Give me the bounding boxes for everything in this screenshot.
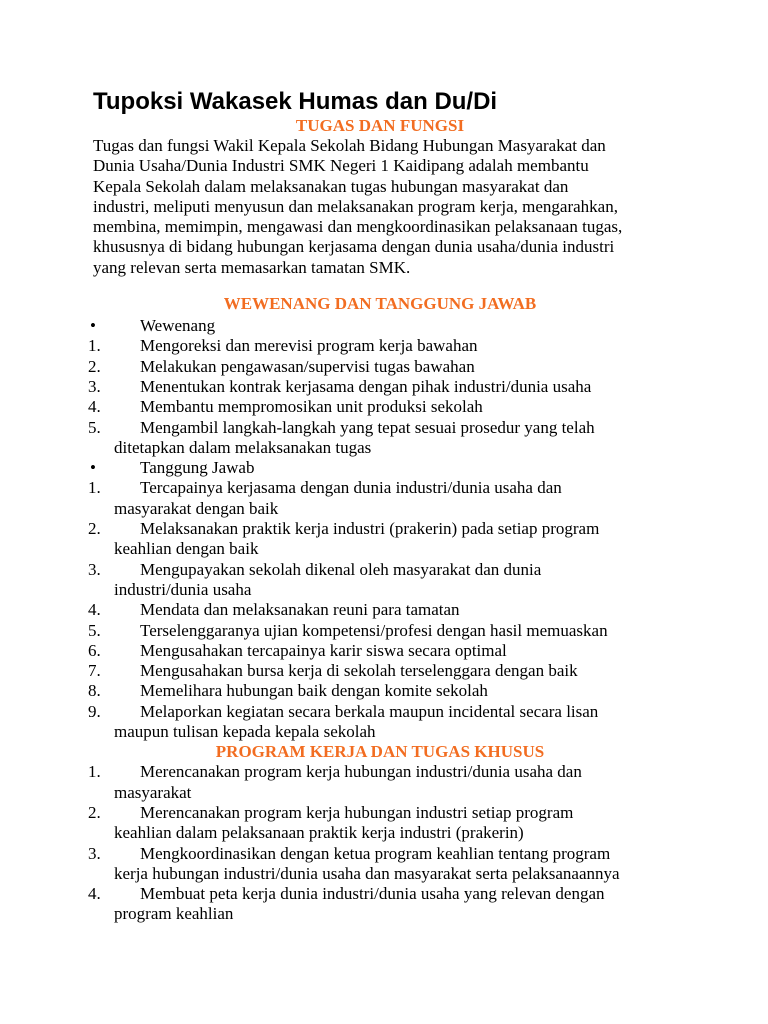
list-item xyxy=(88,640,700,661)
list-number: 4. xyxy=(88,884,101,904)
section-heading-program-kerja: PROGRAM KERJA DAN TUGAS KHUSUS xyxy=(215,742,545,762)
list-number: 6. xyxy=(88,640,101,660)
list-number: 5. xyxy=(88,417,101,437)
list-item-text: Membuat peta kerja dunia industri/dunia usaha yang relevan dengan xyxy=(140,884,605,904)
section-heading-wewenang-dan-tanggung-jawab: WEWENANG DAN TANGGUNG JAWAB xyxy=(223,294,537,314)
paragraph-line: Tugas dan fungsi Wakil Kepala Sekolah Bidang Hubungan Masyarakat dan xyxy=(93,136,606,155)
list-item xyxy=(88,701,700,743)
list-number: 3. xyxy=(88,376,101,396)
paragraph-line: membina, memimpin, mengawasi dan mengkoordinasikan pelaksanaan tugas, xyxy=(93,217,623,237)
list-item-text: Mengusahakan bursa kerja di sekolah terselenggara dengan baik xyxy=(140,661,578,681)
list-number: 2. xyxy=(88,802,101,822)
list-item xyxy=(88,478,700,519)
section-heading-tugas-dan-fungsi: TUGAS DAN FUNGSI xyxy=(295,116,465,135)
paragraph-line: yang relevan serta memasarkan tamatan SMK. xyxy=(93,257,411,277)
list-number: 5. xyxy=(88,620,101,640)
list-item-text: Melaksanakan praktik kerja industri (prakerin) pada setiap program xyxy=(140,519,600,539)
list-item xyxy=(88,519,700,560)
list-item xyxy=(88,356,700,377)
tugas-dan-fungsi-paragraph xyxy=(93,136,667,278)
list-item xyxy=(88,681,700,701)
list-item-text: Melakukan pengawasan/supervisi tugas bawahan xyxy=(140,356,475,376)
list-item-text-continued: masyarakat dengan baik xyxy=(114,498,279,518)
list-item-text-continued: keahlian dengan baik xyxy=(114,539,259,559)
list-item-text-continued: kerja hubungan industri/dunia usaha dan masyarakat serta pelaksanaannya xyxy=(114,863,620,883)
bullet-icon: • xyxy=(90,316,96,336)
paragraph-line: khususnya di bidang hubungan kerjasama dengan dunia usaha/dunia industri xyxy=(93,237,615,257)
list-item xyxy=(88,417,700,459)
paragraph-line: Kepala Sekolah dalam melaksanakan tugas hubungan masyarakat dan xyxy=(93,176,569,196)
list-item xyxy=(88,661,700,681)
list-item-text: Mengoreksi dan merevisi program kerja bawahan xyxy=(140,336,478,356)
list-number: 3. xyxy=(88,559,101,579)
list-item xyxy=(88,600,700,620)
list-item-text: Mengupayakan sekolah dikenal oleh masyarakat dan dunia xyxy=(140,559,542,579)
list-item-text: Tercapainya kerjasama dengan dunia industri/dunia usaha dan xyxy=(140,478,562,498)
list-item-text: Merencanakan program kerja hubungan industri setiap program xyxy=(140,802,574,822)
list-item xyxy=(88,336,700,356)
list-number: 9. xyxy=(88,701,101,721)
list-number: 1. xyxy=(88,762,101,782)
list-item-text-continued: industri/dunia usaha xyxy=(114,579,252,599)
list-item-text: Memelihara hubungan baik dengan komite sekolah xyxy=(140,681,488,701)
list-item-text: Mendata dan melaksanakan reuni para tamatan xyxy=(140,600,460,620)
list-number: 1. xyxy=(88,478,101,498)
list-item-text: Mengkoordinasikan dengan ketua program keahlian tentang program xyxy=(140,843,611,863)
list-item xyxy=(88,843,700,885)
list-number: 3. xyxy=(88,843,101,863)
document-page xyxy=(88,86,693,925)
wewenang-list xyxy=(88,316,693,742)
list-number: 4. xyxy=(88,600,101,620)
bullet-item-wewenang xyxy=(90,316,693,336)
list-number: 2. xyxy=(88,519,101,539)
list-number: 1. xyxy=(88,336,101,356)
list-item xyxy=(88,802,700,844)
paragraph-line: industri, meliputi menyusun dan melaksanakan program kerja, mengarahkan, xyxy=(93,196,618,216)
paragraph-line: Dunia Usaha/Dunia Industri SMK Negeri 1 Kaidipang adalah membantu xyxy=(93,156,589,176)
list-item-text: Terselenggaranya ujian kompetensi/profesi dengan hasil memuaskan xyxy=(140,620,608,640)
list-number: 4. xyxy=(88,397,101,417)
list-item-text: Menentukan kontrak kerjasama dengan pihak industri/dunia usaha xyxy=(140,376,592,396)
bullet-label: Tanggung Jawab xyxy=(140,458,255,478)
list-item xyxy=(88,620,700,641)
list-item-text: Membantu mempromosikan unit produksi sekolah xyxy=(140,397,483,417)
list-item-text: Merencanakan program kerja hubungan industri/dunia usaha dan xyxy=(140,762,582,782)
list-number: 8. xyxy=(88,681,101,701)
program-kerja-list xyxy=(88,762,693,924)
list-item-text-continued: maupun tulisan kepada kepala sekolah xyxy=(114,722,376,742)
list-item xyxy=(88,376,700,397)
list-number: 7. xyxy=(88,661,101,681)
list-item xyxy=(88,762,700,803)
list-item xyxy=(88,884,700,925)
list-number: 2. xyxy=(88,356,101,376)
list-item-text-continued: masyarakat xyxy=(114,782,192,802)
list-item xyxy=(88,397,700,417)
list-item-text: Mengambil langkah-langkah yang tepat sesuai prosedur yang telah xyxy=(140,417,595,437)
list-item-text-continued: ditetapkan dalam melaksanakan tugas xyxy=(114,437,372,457)
list-item-text: Melaporkan kegiatan secara berkala maupun incidental secara lisan xyxy=(140,701,599,721)
list-item-text: Mengusahakan tercapainya karir siswa secara optimal xyxy=(140,640,507,660)
list-item-text-continued: keahlian dalam pelaksanaan praktik kerja industri (prakerin) xyxy=(114,823,524,843)
bullet-label: Wewenang xyxy=(140,316,216,336)
bullet-icon: • xyxy=(90,458,96,478)
list-item-text-continued: program keahlian xyxy=(114,904,234,924)
bullet-item-tanggung-jawab xyxy=(90,458,693,478)
list-item xyxy=(88,559,700,601)
document-title: Tupoksi Wakasek Humas dan Du/Di xyxy=(93,88,498,115)
